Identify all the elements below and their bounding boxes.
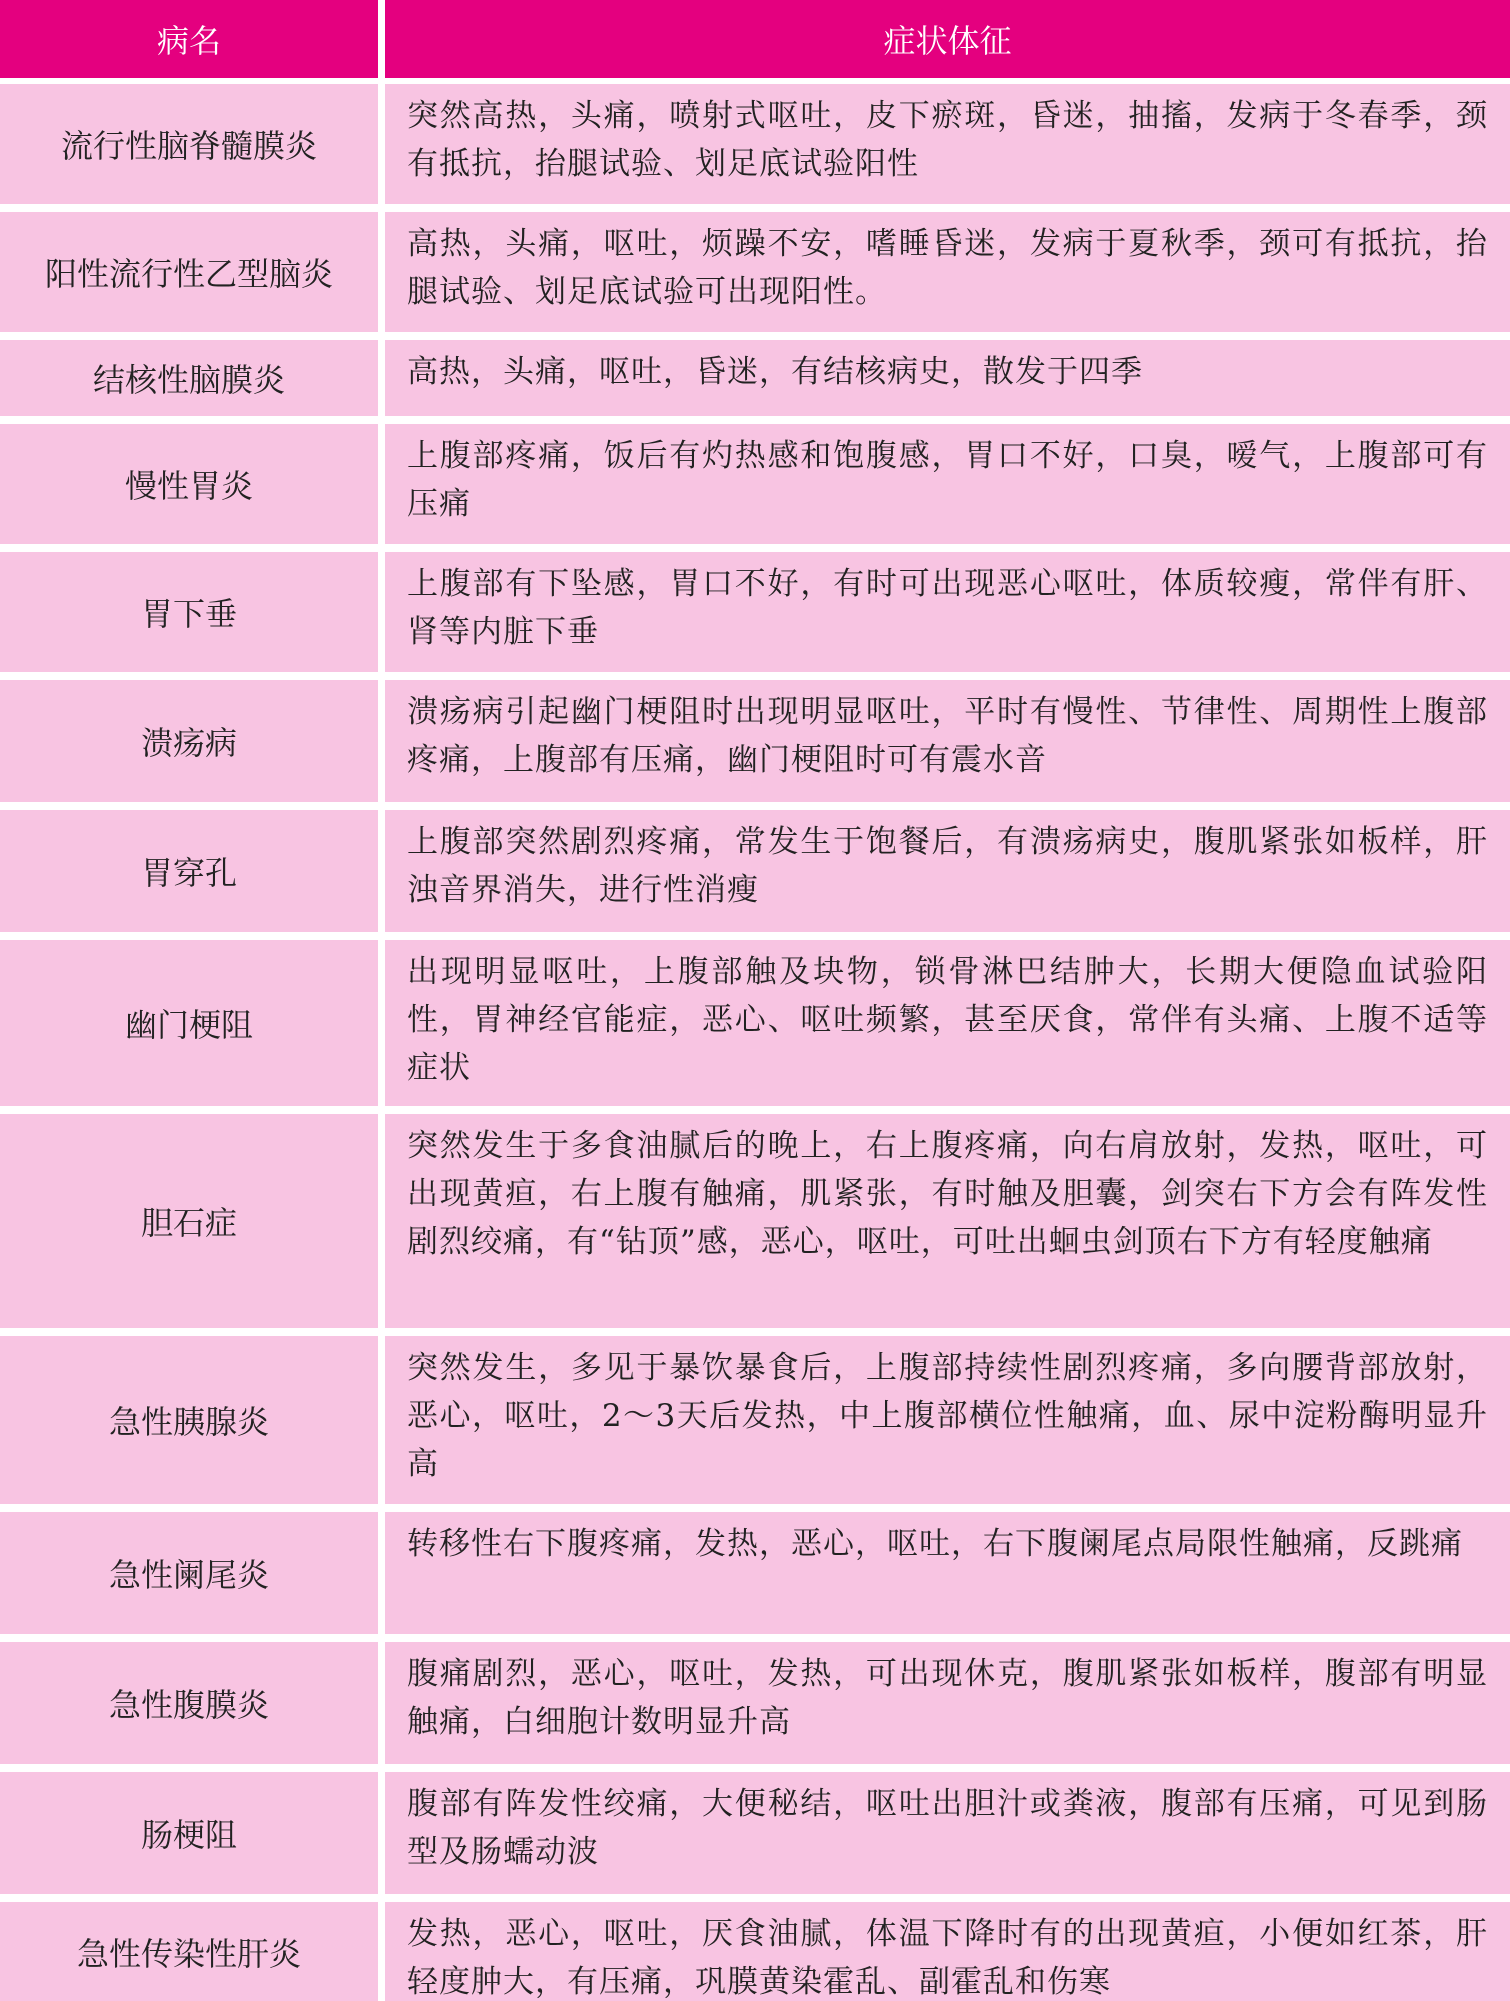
table-row [0,552,1510,672]
table-row [0,1336,1510,1504]
table-row [0,1114,1510,1328]
table-row [0,340,1510,416]
disease-name: 幽门梗阻 [0,940,378,1106]
disease-name: 流行性脑脊髓膜炎 [0,84,378,204]
disease-name: 溃疡病 [0,680,378,802]
symptom-text: 上腹部疼痛，饭后有灼热感和饱腹感，胃口不好，口臭，嗳气，上腹部可有压痛 [385,424,1510,544]
symptom-text: 突然高热，头痛，喷射式呕吐，皮下瘀斑，昏迷，抽搐，发病于冬春季，颈有抵抗，抬腿试验、划足底试验阳性 [385,84,1510,204]
symptom-text: 高热，头痛，呕吐，昏迷，有结核病史，散发于四季 [385,340,1510,416]
table-row [0,212,1510,332]
disease-name: 急性腹膜炎 [0,1642,378,1764]
disease-name: 急性胰腺炎 [0,1336,378,1504]
table-row [0,810,1510,932]
symptom-text: 转移性右下腹疼痛，发热，恶心，呕吐，右下腹阑尾点局限性触痛，反跳痛 [385,1512,1510,1634]
table-header [0,0,1510,78]
table-row [0,84,1510,204]
table-row [0,1642,1510,1764]
disease-name: 阳性流行性乙型脑炎 [0,212,378,332]
symptom-text: 腹部有阵发性绞痛，大便秘结，呕吐出胆汁或粪液，腹部有压痛，可见到肠型及肠蠕动波 [385,1772,1510,1894]
symptom-text: 高热，头痛，呕吐，烦躁不安，嗜睡昏迷，发病于夏秋季，颈可有抵抗，抬腿试验、划足底试验可出现阳性。 [385,212,1510,332]
disease-name: 胃下垂 [0,552,378,672]
table-row [0,680,1510,802]
symptom-text: 溃疡病引起幽门梗阻时出现明显呕吐，平时有慢性、节律性、周期性上腹部疼痛，上腹部有压痛，幽门梗阻时可有震水音 [385,680,1510,802]
header-disease-name: 病名 [0,0,378,78]
symptom-text: 出现明显呕吐，上腹部触及块物，锁骨淋巴结肿大，长期大便隐血试验阳性，胃神经官能症，恶心、呕吐频繁，甚至厌食，常伴有头痛、上腹不适等症状 [385,940,1510,1106]
table-row [0,1512,1510,1634]
table-row [0,940,1510,1106]
symptom-text: 突然发生于多食油腻后的晚上，右上腹疼痛，向右肩放射，发热，呕吐，可出现黄疸，右上腹有触痛，肌紧张，有时触及胆囊，剑突右下方会有阵发性剧烈绞痛，有“钻顶”感，恶心，呕吐，可吐出蛔虫剑顶右下方有轻度触痛 [385,1114,1510,1328]
symptom-text: 腹痛剧烈，恶心，呕吐，发热，可出现休克，腹肌紧张如板样，腹部有明显触痛，白细胞计数明显升高 [385,1642,1510,1764]
table-row [0,1772,1510,1894]
table-row [0,424,1510,544]
disease-name: 急性阑尾炎 [0,1512,378,1634]
symptom-text: 突然发生，多见于暴饮暴食后，上腹部持续性剧烈疼痛，多向腰背部放射，恶心，呕吐，2～3天后发热，中上腹部横位性触痛，血、尿中淀粉酶明显升高 [385,1336,1510,1504]
disease-name: 肠梗阻 [0,1772,378,1894]
symptom-text: 上腹部有下坠感，胃口不好，有时可出现恶心呕吐，体质较瘦，常伴有肝、肾等内脏下垂 [385,552,1510,672]
symptom-text: 上腹部突然剧烈疼痛，常发生于饱餐后，有溃疡病史，腹肌紧张如板样，肝浊音界消失，进行性消瘦 [385,810,1510,932]
table-row [0,1902,1510,2001]
disease-name: 结核性脑膜炎 [0,340,378,416]
header-symptoms: 症状体征 [385,0,1510,78]
disease-name: 急性传染性肝炎 [0,1902,378,2001]
disease-name: 胃穿孔 [0,810,378,932]
disease-name: 慢性胃炎 [0,424,378,544]
disease-name: 胆石症 [0,1114,378,1328]
symptom-text: 发热，恶心，呕吐，厌食油腻，体温下降时有的出现黄疸，小便如红茶，肝轻度肿大，有压痛，巩膜黄染霍乱、副霍乱和伤寒 [385,1902,1510,2001]
